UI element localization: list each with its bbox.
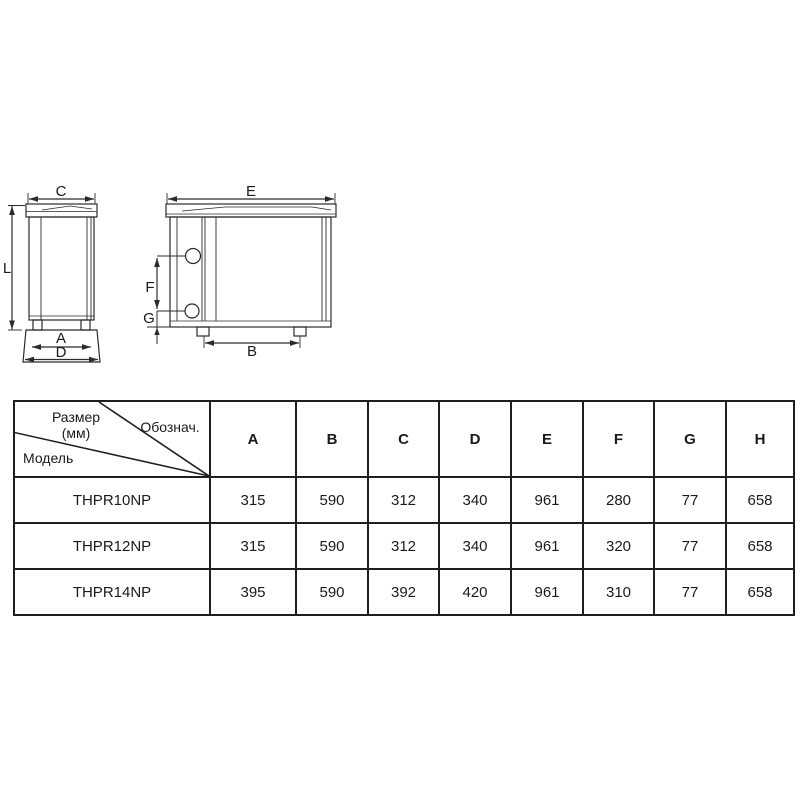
front-foot-right (81, 320, 90, 330)
col-header-d: D (439, 401, 511, 477)
corner-model-label: Модель (23, 450, 74, 466)
dimension-value-cell: 310 (583, 569, 654, 615)
dim-label-e: E (245, 183, 257, 200)
dimension-value-cell: 392 (368, 569, 439, 615)
dimension-value-cell: 961 (511, 569, 583, 615)
dim-label-c: C (55, 183, 67, 200)
corner-size-unit: (мм) (61, 425, 91, 441)
dimension-value-cell: 395 (210, 569, 296, 615)
dim-label-l: L (2, 260, 12, 277)
dimension-value-cell: 320 (583, 523, 654, 569)
col-header-b: B (296, 401, 368, 477)
col-header-a: A (210, 401, 296, 477)
corner-size-label: Размер (51, 409, 101, 425)
table-row-thpr10np (14, 477, 794, 523)
dim-label-d: D (55, 344, 67, 361)
model-name-cell: THPR14NP (14, 569, 210, 615)
dim-label-f: F (145, 279, 155, 296)
lower-port-circle (185, 304, 199, 318)
side-body (170, 217, 331, 327)
dimension-value-cell: 590 (296, 569, 368, 615)
side-foot-right (294, 327, 306, 336)
side-foot-left (197, 327, 209, 336)
dimension-value-cell: 590 (296, 523, 368, 569)
dimension-value-cell: 590 (296, 477, 368, 523)
dimension-value-cell: 280 (583, 477, 654, 523)
dimensions-table (13, 400, 795, 616)
model-name-cell: THPR10NP (14, 477, 210, 523)
dimension-value-cell: 420 (439, 569, 511, 615)
dimension-value-cell: 340 (439, 523, 511, 569)
dimensions-table-wrap (13, 400, 793, 616)
front-foot-left (33, 320, 42, 330)
corner-header-cell (14, 401, 210, 477)
dim-label-b: B (246, 343, 258, 360)
dimension-value-cell: 312 (368, 477, 439, 523)
dimension-value-cell: 312 (368, 523, 439, 569)
table-row-thpr14np (14, 569, 794, 615)
side-view-drawing (147, 193, 336, 348)
model-name-cell: THPR12NP (14, 523, 210, 569)
dimension-value-cell: 77 (654, 477, 726, 523)
dimension-value-cell: 961 (511, 477, 583, 523)
dimension-value-cell: 961 (511, 523, 583, 569)
corner-designation-label: Обознач. (140, 419, 200, 435)
col-header-c: C (368, 401, 439, 477)
front-top-cap (26, 204, 97, 217)
col-header-e: E (511, 401, 583, 477)
col-header-h: H (726, 401, 794, 477)
dimension-value-cell: 658 (726, 477, 794, 523)
col-header-f: F (583, 401, 654, 477)
dimension-value-cell: 340 (439, 477, 511, 523)
dimension-value-cell: 315 (210, 477, 296, 523)
dimension-value-cell: 658 (726, 523, 794, 569)
dimension-value-cell: 658 (726, 569, 794, 615)
dimension-value-cell: 315 (210, 523, 296, 569)
dimension-value-cell: 77 (654, 523, 726, 569)
front-view-drawing (8, 193, 100, 362)
dim-label-a: A (55, 330, 67, 347)
table-row-thpr12np (14, 523, 794, 569)
dim-label-g: G (143, 310, 155, 327)
header-row (14, 401, 794, 477)
front-body (29, 217, 94, 320)
side-lid-seam (182, 207, 331, 211)
upper-port-circle (186, 249, 201, 264)
front-lid-seam (42, 206, 92, 210)
col-header-g: G (654, 401, 726, 477)
dimension-value-cell: 77 (654, 569, 726, 615)
